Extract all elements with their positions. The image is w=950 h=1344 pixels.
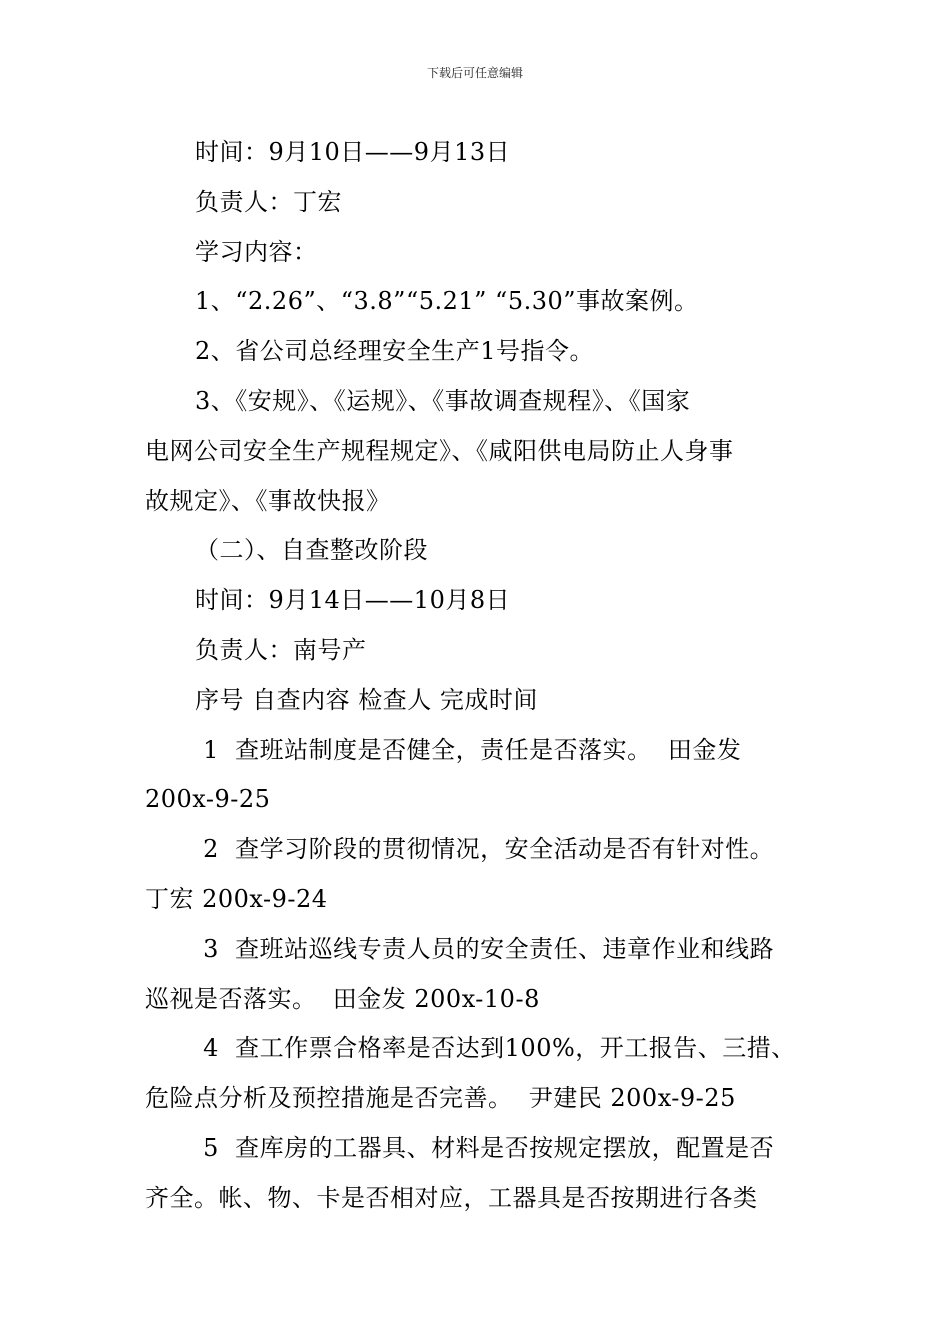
text-line: 丁宏 200x-9-24 (145, 884, 328, 913)
text-line: 2 查学习阶段的贯彻情况，安全活动是否有针对性。 (195, 835, 775, 864)
text-line: 故规定》、《事故快报》 (145, 486, 391, 515)
page-header-note: 下载后可任意编辑 (426, 66, 523, 80)
text-line: 时间：9月10日——9月13日 (195, 138, 511, 166)
section-heading: （二）、自查整改阶段 (195, 536, 428, 565)
text-line: 电网公司安全生产规程规定》、《咸阳供电局防止人身事 (145, 436, 734, 465)
text-line: 4 查工作票合格率是否达到100%，开工报告、三措、 (195, 1034, 796, 1063)
text-line: 齐全。帐、物、卡是否相对应，工器具是否按期进行各类 (145, 1183, 758, 1212)
table-header-line: 序号 自查内容 检查人 完成时间 (195, 685, 538, 714)
text-line: 时间：9月14日——10月8日 (195, 586, 511, 615)
text-line: 2、省公司总经理安全生产1号指令。 (195, 337, 595, 366)
document-body (145, 128, 815, 1224)
text-line: 3 查班站巡线专责人员的安全责任、违章作业和线路 (195, 934, 775, 963)
text-line: 危险点分析及预控措施是否完善。 尹建民 200x-9-25 (145, 1084, 736, 1113)
text-line: 1、“2.26”、“3.8”“5.21” “5.30”事故案例。 (195, 287, 699, 316)
text-line: 1 查班站制度是否健全，责任是否落实。 田金发 (195, 735, 742, 764)
text-line: 巡视是否落实。 田金发 200x-10-8 (145, 984, 540, 1013)
text-line: 3、《安规》、《运规》、《事故调查规程》、《国家 (195, 386, 691, 415)
text-line: 5 查库房的工器具、材料是否按规定摆放，配置是否 (195, 1133, 775, 1162)
text-line: 负责人：南号产 (195, 635, 367, 664)
text-line: 学习内容： (195, 237, 318, 266)
text-line: 负责人：丁宏 (195, 187, 342, 216)
text-line: 200x-9-25 (145, 785, 271, 814)
